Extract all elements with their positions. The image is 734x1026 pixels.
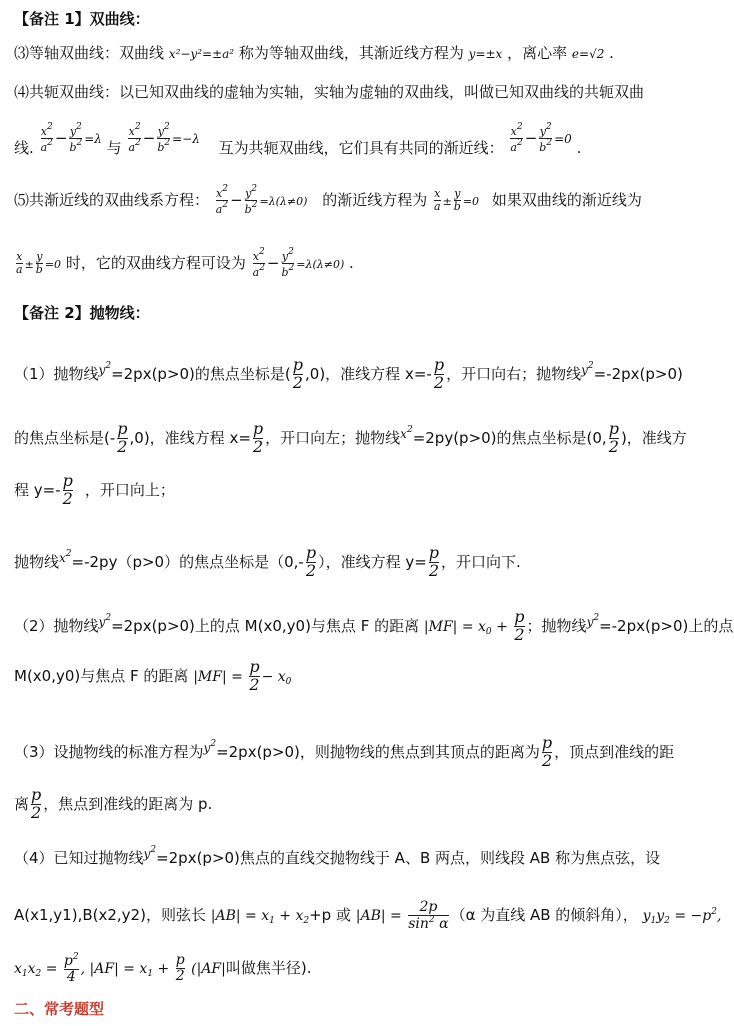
- s3-a2: =2px(p>0)，则抛物线的焦点到其顶点的距离为: [216, 743, 540, 761]
- s1-c1: 程 y=-: [14, 481, 61, 499]
- eq-lambda-cond: =λ(λ≠0): [259, 195, 308, 208]
- frac-p-2-b: $\frac{p}{2}$: [433, 355, 445, 392]
- frac-p-2-k: $\frac{p}{2}$: [541, 733, 553, 770]
- s3-line-b: [14, 780, 212, 828]
- note1-item4-line2: 线. $\frac{x^2}{a^2}$ − $\frac{y^2}{b^2}$ =λ 与 $\frac{x^2}{a^2}$ − $\frac{y^2}{b^2}$ =−λ 互为共轭双曲线，它们具有共同的渐近线： $\frac{x^2}{a^2}$ − $\frac{y^2}{b^2}$ =0 .: [14, 122, 582, 157]
- frac-y-b-b: $\frac{y}{b}$: [35, 250, 43, 276]
- y1y2-eq: $y_1y_2 = -p^2$,: [642, 907, 722, 926]
- s1-line-b: 的焦点坐标是(- $\frac{p}{2}$ ,0)，准线方程 x= $\frac{p}{2}$ ，开口向左；抛物线$^{x^2}$=2py(p>0)的焦点坐标是(0, $\frac{p}{2}$ )，准线方: [14, 419, 687, 456]
- item3-equation: x²−y²=±a²: [168, 47, 235, 61]
- frac-x2-a2-e: $\frac{x^2}{a^2}$: [252, 247, 265, 279]
- frac-x2-a2-d: $\frac{x^2}{a^2}$: [215, 184, 229, 216]
- item5-text-4: 时，它的双曲线方程可设为: [65, 254, 246, 272]
- item4-mid-text: 互为共轭双曲线，它们具有共同的渐近线：: [218, 139, 504, 157]
- frac-p-2-c: $\frac{p}{2}$: [117, 419, 128, 456]
- s1-b3: ，开口向左；抛物线: [265, 429, 401, 447]
- and-word: 与: [106, 139, 122, 157]
- frac-2p-sin: $\frac{2p}{\sin^2 \alpha}$: [408, 898, 449, 932]
- s3-line-a: （3）设抛物线的标准方程为$^{y^2}$=2px(p>0)，则抛物线的焦点到其顶点的距离为 $\frac{p}{2}$ ，顶点到准线的距: [14, 733, 675, 770]
- frac-y2-b2-e: $\frac{y^2}{b^2}$: [281, 247, 295, 279]
- item3-text-2: 称为等轴双曲线，其渐近线方程为: [238, 44, 464, 62]
- note1-item5-line1: ⑸共渐近线的双曲线系方程： $\frac{x^2}{a^2}$ − $\frac{y^2}{b^2}$ =λ(λ≠0) 的渐近线方程为 $\frac{x}{a}$ ± $\frac{y}{b}$ =0 如果双曲线的渐近线为: [14, 184, 642, 216]
- abs-mf-eq-b: |MF| =: [193, 669, 248, 685]
- abs-mf-eq: $|MF| = x_0$ +: [423, 619, 513, 637]
- s1-line-a: （1）抛物线$^{y^2}$=2px(p>0)的焦点坐标是( $\frac{p}{2}$ ,0)，准线方程 x=- $\frac{p}{2}$ ，开口向右；抛物线$^{y^2}$=-2px(p>0): [14, 355, 683, 392]
- s1-a5: =-2px(p>0): [593, 365, 683, 383]
- s1-a3: ,0)，准线方程 x=-: [305, 365, 432, 383]
- item4-line-label: 线.: [14, 139, 34, 157]
- note1-header: 【备注 1】双曲线：: [14, 10, 150, 28]
- frac-p-2-f: $\frac{p}{2}$: [62, 471, 73, 508]
- s1-b1: 的焦点坐标是(-: [14, 429, 116, 447]
- item5-end: .: [349, 254, 354, 272]
- s4-a2: =2px(p>0)焦点的直线交抛物线于 A、B 两点，则线段 AB 称为焦点弦，设: [156, 849, 661, 867]
- s2-a4: =-2px(p>0)上的点: [599, 617, 734, 635]
- s4-line-c: $x_1x_2$ = $\frac{p^2}{4}$ , $|AF| = x_1$ + $\frac{p}{2}$ (|AF|叫做焦半径).: [14, 951, 312, 985]
- s1-b4: =2py(p>0)的焦点坐标是(0,: [412, 429, 607, 447]
- s2-b1: M(x0,y0)与焦点 F 的距离: [14, 667, 189, 685]
- frac-p-2-m: $\frac{p}{2}$: [175, 952, 185, 984]
- s4-b1: A(x1,y1),B(x2,y2)，则弦长: [14, 906, 206, 924]
- s4-c1: 叫做焦半径).: [225, 959, 312, 977]
- s1-d3: ），准线方程 y=: [318, 553, 427, 571]
- item3-asymptote: y=±x: [468, 47, 503, 61]
- frac-p-2-d: $\frac{p}{2}$: [252, 419, 264, 456]
- s4-line-a: （4）已知过抛物线$^{y^2}$=2px(p>0)焦点的直线交抛物线于 A、B 两点，则线段 AB 称为焦点弦，设: [14, 845, 661, 867]
- s1-a1: （1）抛物线: [14, 365, 99, 383]
- s1-a4: ，开口向右；抛物线: [446, 365, 582, 383]
- s2-line-b: M(x0,y0)与焦点 F 的距离 |MF| = $\frac{p}{2}$ − $x_0$: [14, 657, 292, 694]
- note1-item4-line1: ⑷共轭双曲线：以已知双曲线的虚轴为实轴，实轴为虚轴的双曲线，叫做已知双曲线的共轭双曲: [14, 83, 645, 101]
- item5-text-2: 的渐近线方程为: [322, 191, 428, 209]
- eq-asym-zero-b: =0: [44, 258, 62, 271]
- frac-x2-a2-b: $\frac{x^2}{a^2}$: [128, 122, 141, 154]
- item3-text-3: ，离心率: [507, 44, 568, 62]
- s1-c2: ，开口向上；: [84, 481, 175, 499]
- s4-b2: +p 或: [309, 906, 351, 924]
- s1-d4: ，开口向下.: [441, 553, 521, 571]
- item4-end: .: [576, 139, 582, 157]
- item3-text-1: ⑶等轴双曲线：双曲线: [14, 44, 165, 62]
- s1-b2: ,0)，准线方程 x=: [129, 429, 251, 447]
- frac-y-b: $\frac{y}{b}$: [453, 187, 461, 213]
- item3-eccentricity: e=√2: [571, 47, 605, 61]
- eq-lambda: =λ: [84, 132, 102, 146]
- x1x2-eq: $x_1x_2$ =: [14, 961, 62, 979]
- eq-zero: =0: [554, 132, 572, 146]
- s1-line-d: 抛物线$^{x^2}$=-2py（p>0）的焦点坐标是（0,- $\frac{p}{2}$ ），准线方程 y= $\frac{p}{2}$ ，开口向下.: [14, 543, 521, 580]
- s1-line-c: [14, 466, 175, 514]
- frac-p-2-h: $\frac{p}{2}$: [428, 543, 440, 580]
- s4-a1: （4）已知过抛物线: [14, 849, 144, 867]
- s2-line-a: （2）抛物线$^{y^2}$=2px(p>0)上的点 M(x0,y0)与焦点 F 的距离 $|MF| = x_0$ + $\frac{p}{2}$ ；抛物线$^{y^2}$=-2px(p>0)上的点: [14, 607, 734, 644]
- frac-p-2-j: $\frac{p}{2}$: [249, 657, 260, 694]
- abs-ab-sin: |AB| =: [355, 908, 407, 924]
- frac-x-a-b: $\frac{x}{a}$: [16, 250, 23, 276]
- eq-lambda-cond-b: =λ(λ≠0): [296, 258, 345, 271]
- abs-ab-sum: $|AB| = x_1 + x_2$: [210, 908, 310, 926]
- item5-text-1: ⑸共渐近线的双曲线系方程：: [14, 191, 210, 209]
- frac-p2-4: $\frac{p^2}{4}$: [63, 951, 79, 985]
- s4-b3: （α 为直线 AB 的倾斜角），: [450, 906, 638, 924]
- frac-p-2-i: $\frac{p}{2}$: [514, 607, 525, 644]
- item3-text-4: .: [609, 44, 614, 62]
- item5-text-3: 如果双曲线的渐近线为: [491, 191, 642, 209]
- note2-header: 【备注 2】抛物线：: [14, 304, 150, 322]
- note1-item3: [14, 43, 614, 64]
- frac-y2-b2-b: $\frac{y^2}{b^2}$: [157, 122, 171, 154]
- frac-x-a: $\frac{x}{a}$: [434, 187, 441, 213]
- s1-d1: 抛物线: [14, 553, 60, 571]
- s3-a1: （3）设抛物线的标准方程为: [14, 743, 204, 761]
- s4-line-b: [14, 888, 721, 945]
- frac-y2-b2-c: $\frac{y^2}{b^2}$: [539, 122, 553, 154]
- s3-b2: ，焦点到准线的距离为 p.: [43, 795, 213, 813]
- eq-asym-zero: =0: [462, 195, 480, 208]
- frac-p-2-e: $\frac{p}{2}$: [608, 419, 619, 456]
- frac-y2-b2: $\frac{y^2}{b^2}$: [69, 122, 83, 154]
- s2-a3: ；抛物线: [526, 617, 587, 635]
- frac-p-2: $\frac{p}{2}$: [292, 355, 304, 392]
- s1-a2: =2px(p>0)的焦点坐标是(: [111, 365, 291, 383]
- s3-a3: ，顶点到准线的距: [554, 743, 675, 761]
- s2-a2: =2px(p>0)上的点 M(x0,y0)与焦点 F 的距离: [111, 617, 420, 635]
- frac-x2-a2: $\frac{x^2}{a^2}$: [40, 122, 53, 154]
- note1-item5-line2: $\frac{x}{a}$ ± $\frac{y}{b}$ =0 时，它的双曲线方程可设为 $\frac{x^2}{a^2}$ − $\frac{y^2}{b^2}$ =λ(λ≠0) .: [16, 247, 354, 279]
- s1-b5: )，准线方: [620, 429, 687, 447]
- frac-x2-a2-c: $\frac{x^2}{a^2}$: [510, 122, 523, 154]
- s3-b1: 离: [14, 795, 30, 813]
- eq-neg-lambda: =−λ: [172, 132, 200, 146]
- s1-d2: =-2py（p>0）的焦点坐标是（0,-: [71, 553, 304, 571]
- section-title: 二、常考题型: [14, 1000, 105, 1018]
- frac-p-2-l: $\frac{p}{2}$: [31, 785, 42, 822]
- frac-p-2-g: $\frac{p}{2}$: [305, 543, 317, 580]
- frac-y2-b2-d: $\frac{y^2}{b^2}$: [244, 184, 258, 216]
- s2-a1: （2）抛物线: [14, 617, 99, 635]
